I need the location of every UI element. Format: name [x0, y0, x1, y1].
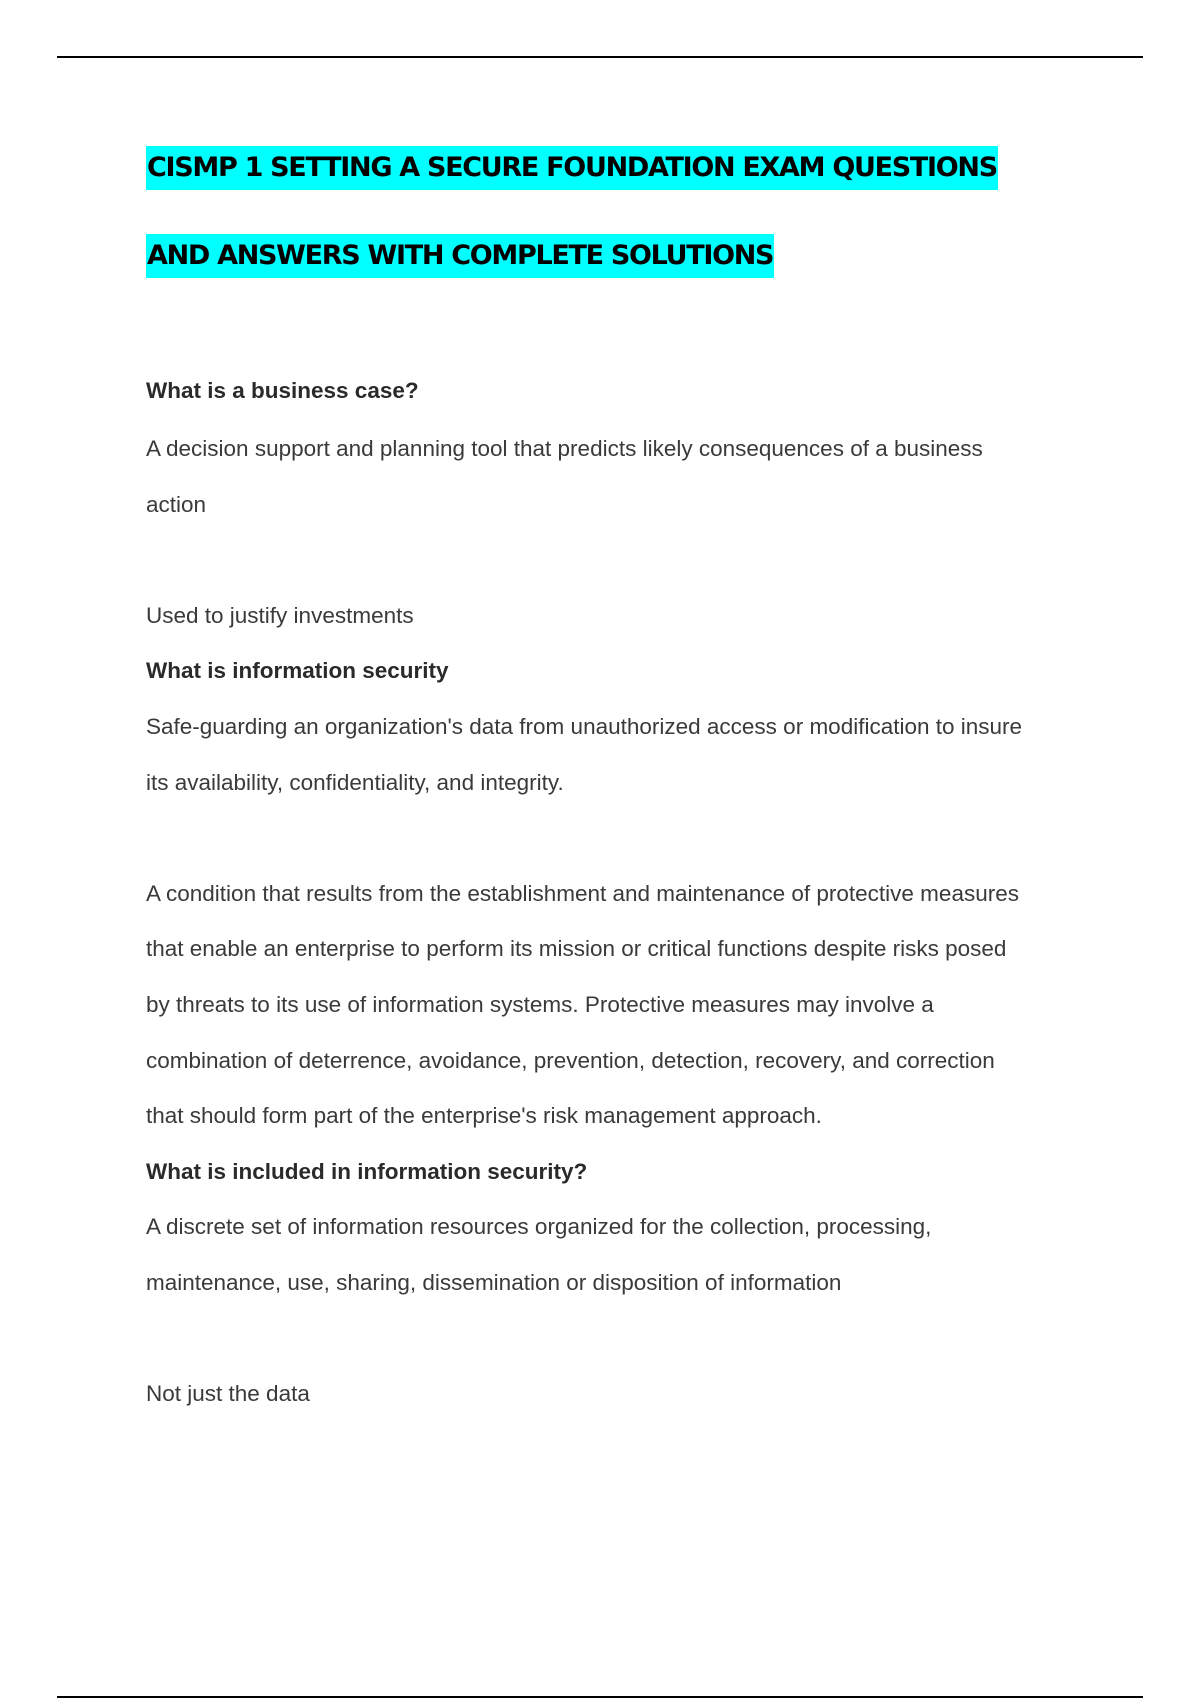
answer-line: action [146, 492, 207, 517]
question-included-in-information-security: What is included in information security? [146, 1159, 588, 1184]
answer-line: its availability, confidentiality, and integrity. [146, 770, 564, 795]
footer-rule [57, 1696, 1143, 1698]
document-title-line-2: AND ANSWERS WITH COMPLETE SOLUTIONS [146, 234, 774, 278]
answer-line: maintenance, use, sharing, dissemination or disposition of information [146, 1270, 842, 1295]
answer-line: A condition that results from the establishment and maintenance of protective measures [146, 881, 1019, 906]
answer-line: A decision support and planning tool that predicts likely consequences of a business [146, 436, 983, 461]
answer-line: that should form part of the enterprise's risk management approach. [146, 1103, 822, 1128]
document-title-line-1: CISMP 1 SETTING A SECURE FOUNDATION EXAM QUESTIONS [146, 146, 998, 190]
answer-line: that enable an enterprise to perform its mission or critical functions despite risks posed [146, 936, 1007, 961]
answer-line: by threats to its use of information systems. Protective measures may involve a [146, 992, 934, 1017]
question-business-case: What is a business case? [146, 378, 419, 403]
question-information-security: What is information security [146, 658, 449, 683]
answer-line: combination of deterrence, avoidance, prevention, detection, recovery, and correction [146, 1048, 995, 1073]
answer-line: A discrete set of information resources organized for the collection, processing, [146, 1214, 932, 1239]
answer-note: Used to justify investments [146, 603, 414, 628]
answer-line: Safe-guarding an organization's data from unauthorized access or modification to insure [146, 714, 1023, 739]
header-rule [57, 56, 1143, 58]
answer-note: Not just the data [146, 1381, 310, 1406]
